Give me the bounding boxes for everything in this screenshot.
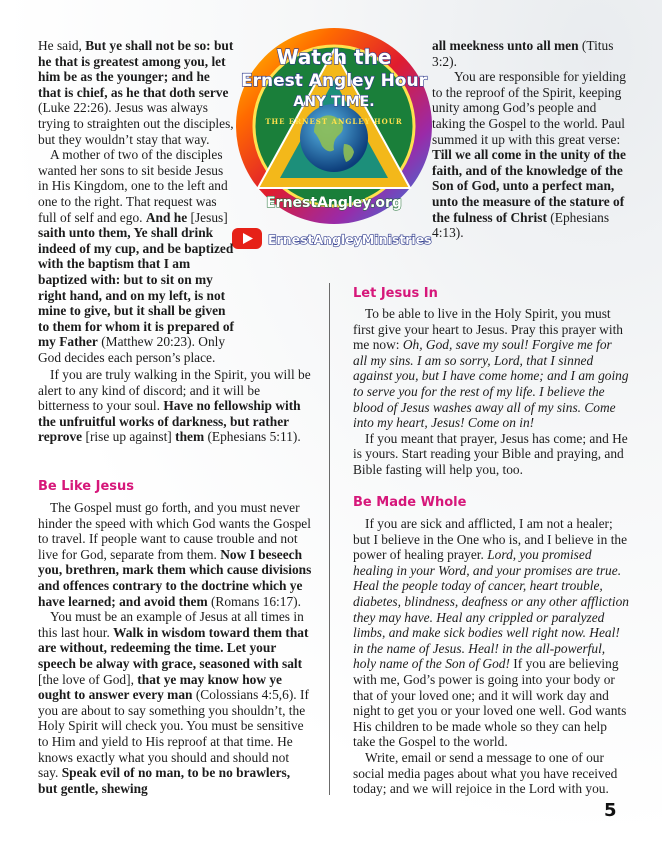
- paragraph: He said, But ye shall not be so: but he that is greatest among you, let him be as the younger; and he that is chief, as he that doth serve (Luke 22:26). Jesus was always trying to straighten out the disciples, but they wouldn’t stay that way.: [38, 38, 234, 147]
- paragraph: A mother of two of the disciples wanted her sons to sit beside Jesus in His Kingdom, one to the left and one to the right. That request was full of self and ego. And he [Jesus] saith unto them, Ye shall drink indeed of my cup, and be baptized with the baptism that I am baptized with: but to sit on my right hand, and on my left, is not mine to give, but it shall be given to them for whom it is prepared of my Father (Matthew 20:23). Only God decides each person’s place.: [38, 147, 235, 365]
- right-paragraphs-mid: [353, 306, 629, 478]
- paragraph: If you are sick and afflicted, I am not a healer; but I believe in the One who is, and I believe in the power of healing prayer. Lord, you promised healing in your Word, and your promises are true. Heal the people today of cancer, heart trouble, diabetes, blindness, deafness or any other affliction they may have. Heal any crippled or paralyzed limbs, and make sick bodies well right now. Heal! in the name of Jesus. Heal! in the all-powerful, holy name of the Son of God! If you are believing with me, God’s power is going into your body or that of your loved one; and it will work day and night to get you or your loved one well. God wants His children to be made whole so they can help take the Gospel to the world.: [353, 516, 629, 750]
- left-paragraph-3: [38, 367, 312, 445]
- emblem-text: THE ERNEST ANGLEY HOUR: [265, 117, 403, 126]
- heading-be-like-jesus: Be Like Jesus: [38, 479, 135, 494]
- paragraph: If you meant that prayer, Jesus has come; and He is yours. Start reading your Bible and praying, and Bible fasting will help you, too.: [353, 430, 628, 477]
- page-number: 5: [604, 800, 617, 821]
- heading-be-made-whole: Be Made Whole: [353, 495, 467, 510]
- paragraph: Write, email or send a message to one of our social media pages about what you have received today; and we will rejoice in the Lord with you.: [353, 749, 618, 797]
- youtube-icon[interactable]: [232, 228, 262, 249]
- paragraph: The Gospel must go forth, and you must never hinder the speed with which God wants the Gospel to travel. If people want to cause trouble and not live for God, separate from them. Now I beseech you, brethren, mark them which cause divisions and offences contrary to the doctrine which ye have learned; and avoid them (Romans 16:17).: [38, 500, 312, 609]
- right-paragraphs-top: [432, 38, 628, 241]
- paragraph: You are responsible for yielding to the reproof of the Spirit, keeping unity among God’s people and taking the Gospel to the world. Paul summed it up with this great verse: Till we all come in the unity of the faith, and of the knowledge of the Son of God, unto a perfect man, unto the measure of the stature of the fulness of Christ (Ephesians 4:13).: [432, 69, 626, 241]
- website-link[interactable]: ErnestAngley.org: [266, 195, 402, 211]
- heading-let-jesus-in: Let Jesus In: [353, 286, 438, 301]
- left-paragraphs-bottom: [38, 500, 312, 796]
- column-divider: [329, 283, 330, 795]
- promo-line2: Ernest Angley Hour: [241, 71, 427, 91]
- paragraph: To be able to live in the Holy Spirit, you must first give your heart to Jesus. Pray this prayer with me now: Oh, God, save my soul! Forgive me for all my sins. I am so sorry, Lord, that I sinned against you, but I have come home; and I am going to serve you for the rest of my life. I believe the blood of Jesus washes away all of my sins. Come into my heart, Jesus! Come on in!: [353, 306, 629, 431]
- promo-graphic[interactable]: [228, 20, 440, 255]
- left-paragraphs-top: [38, 38, 234, 365]
- paragraph: You must be an example of Jesus at all times in this last hour. Walk in wisdom toward them that are without, redeeming the time. Let your speech be alway with grace, seasoned with salt [the love of God], that ye may know how ye ought to answer every man (Colossians 4:5,6). If you are about to say something you shouldn’t, the Holy Spirit will check you. You must be sensitive to Him and yield to His reproof at that time. He knows exactly what you should and should not say. Speak evil of no man, to be no brawlers, but gentle, shewing: [38, 609, 309, 796]
- promo-line3: ANY TIME.: [293, 94, 375, 110]
- youtube-channel-link[interactable]: ErnestAngleyMinistries: [268, 232, 432, 247]
- paragraph: all meekness unto all men (Titus 3:2).: [432, 38, 614, 69]
- paragraph: If you are truly walking in the Spirit, you will be alert to any kind of discord; and it will be bitterness to your soul. Have no fellowship with the unfruitful works of darkness, but rather reprove [rise up against] them (Ephesians 5:11).: [38, 367, 311, 445]
- promo-line1: Watch the: [276, 45, 392, 69]
- right-paragraphs-bottom: [353, 516, 629, 797]
